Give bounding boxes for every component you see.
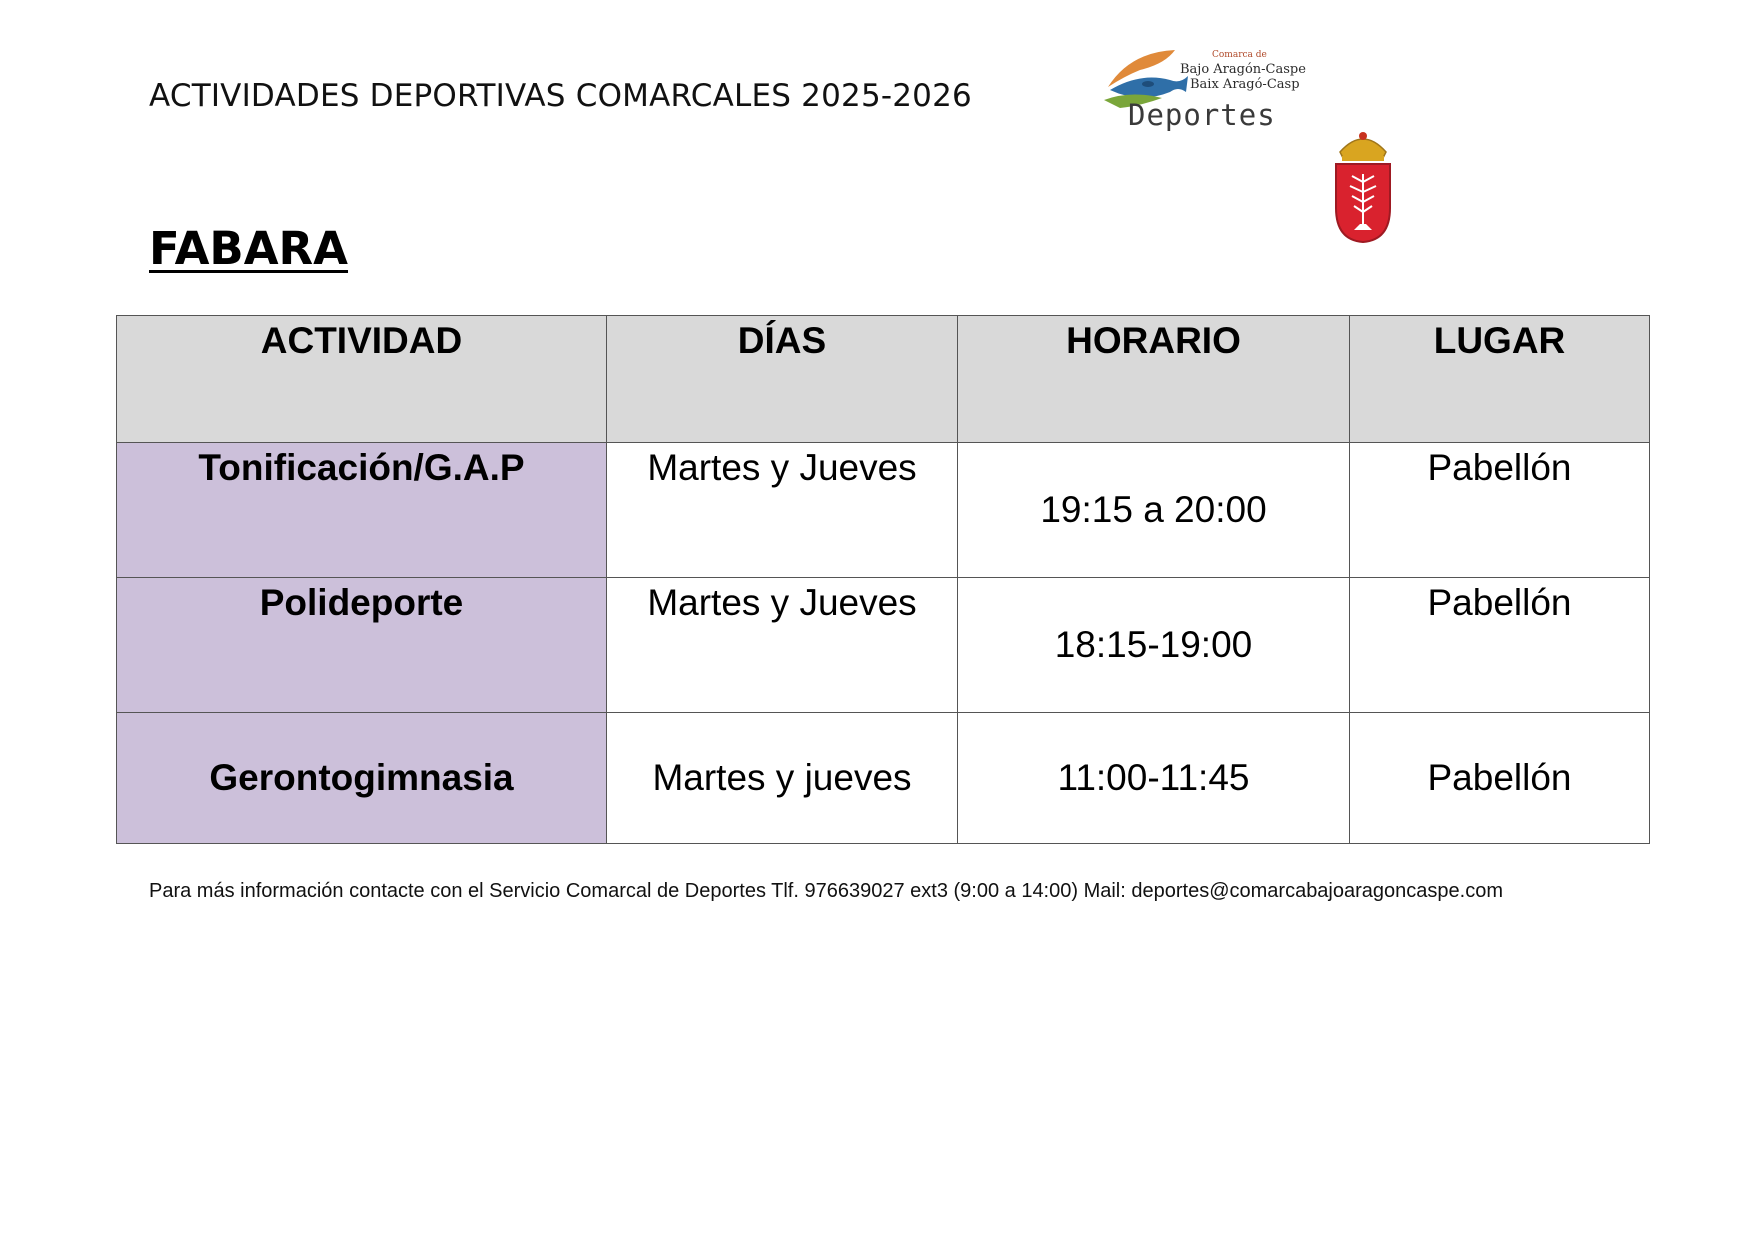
table-header-row [117,316,1650,443]
coat-of-arms [1330,130,1396,245]
days-cell: Martes y Jueves [607,578,958,713]
activity-cell: Gerontogimnasia [117,713,607,844]
column-header-days: DÍAS [607,316,958,443]
column-header-activity: ACTIVIDAD [117,316,607,443]
days-cell: Martes y jueves [607,713,958,844]
column-header-time: HORARIO [958,316,1350,443]
contact-footer: Para más información contacte con el Servicio Comarcal de Deportes Tlf. 976639027 ext3 (9:00 a 14:00) Mail: deportes@comarcabajoaragoncaspe.com [149,880,1503,902]
logo-caption-small: Comarca de [1212,50,1267,60]
schedule-table [116,315,1650,844]
place-cell: Pabellón [1350,443,1650,578]
time-cell: 11:00-11:45 [958,713,1350,844]
logo-caption-line1: Bajo Aragón-Caspe [1180,62,1306,77]
time-cell: 19:15 a 20:00 [958,443,1350,578]
activity-cell: Tonificación/G.A.P [117,443,607,578]
column-header-place: LUGAR [1350,316,1650,443]
time-cell: 18:15-19:00 [958,578,1350,713]
place-cell: Pabellón [1350,578,1650,713]
table-row [117,713,1650,844]
activity-cell: Polideporte [117,578,607,713]
logo-deportes-word: Deportes [1128,98,1276,132]
table-row [117,578,1650,713]
logo-caption-line2: Baix Aragó-Casp [1190,77,1300,92]
table-row [117,443,1650,578]
document-title: ACTIVIDADES DEPORTIVAS COMARCALES 2025-2026 [149,78,972,114]
place-cell: Pabellón [1350,713,1650,844]
days-cell: Martes y Jueves [607,443,958,578]
town-name: FABARA [149,222,349,275]
